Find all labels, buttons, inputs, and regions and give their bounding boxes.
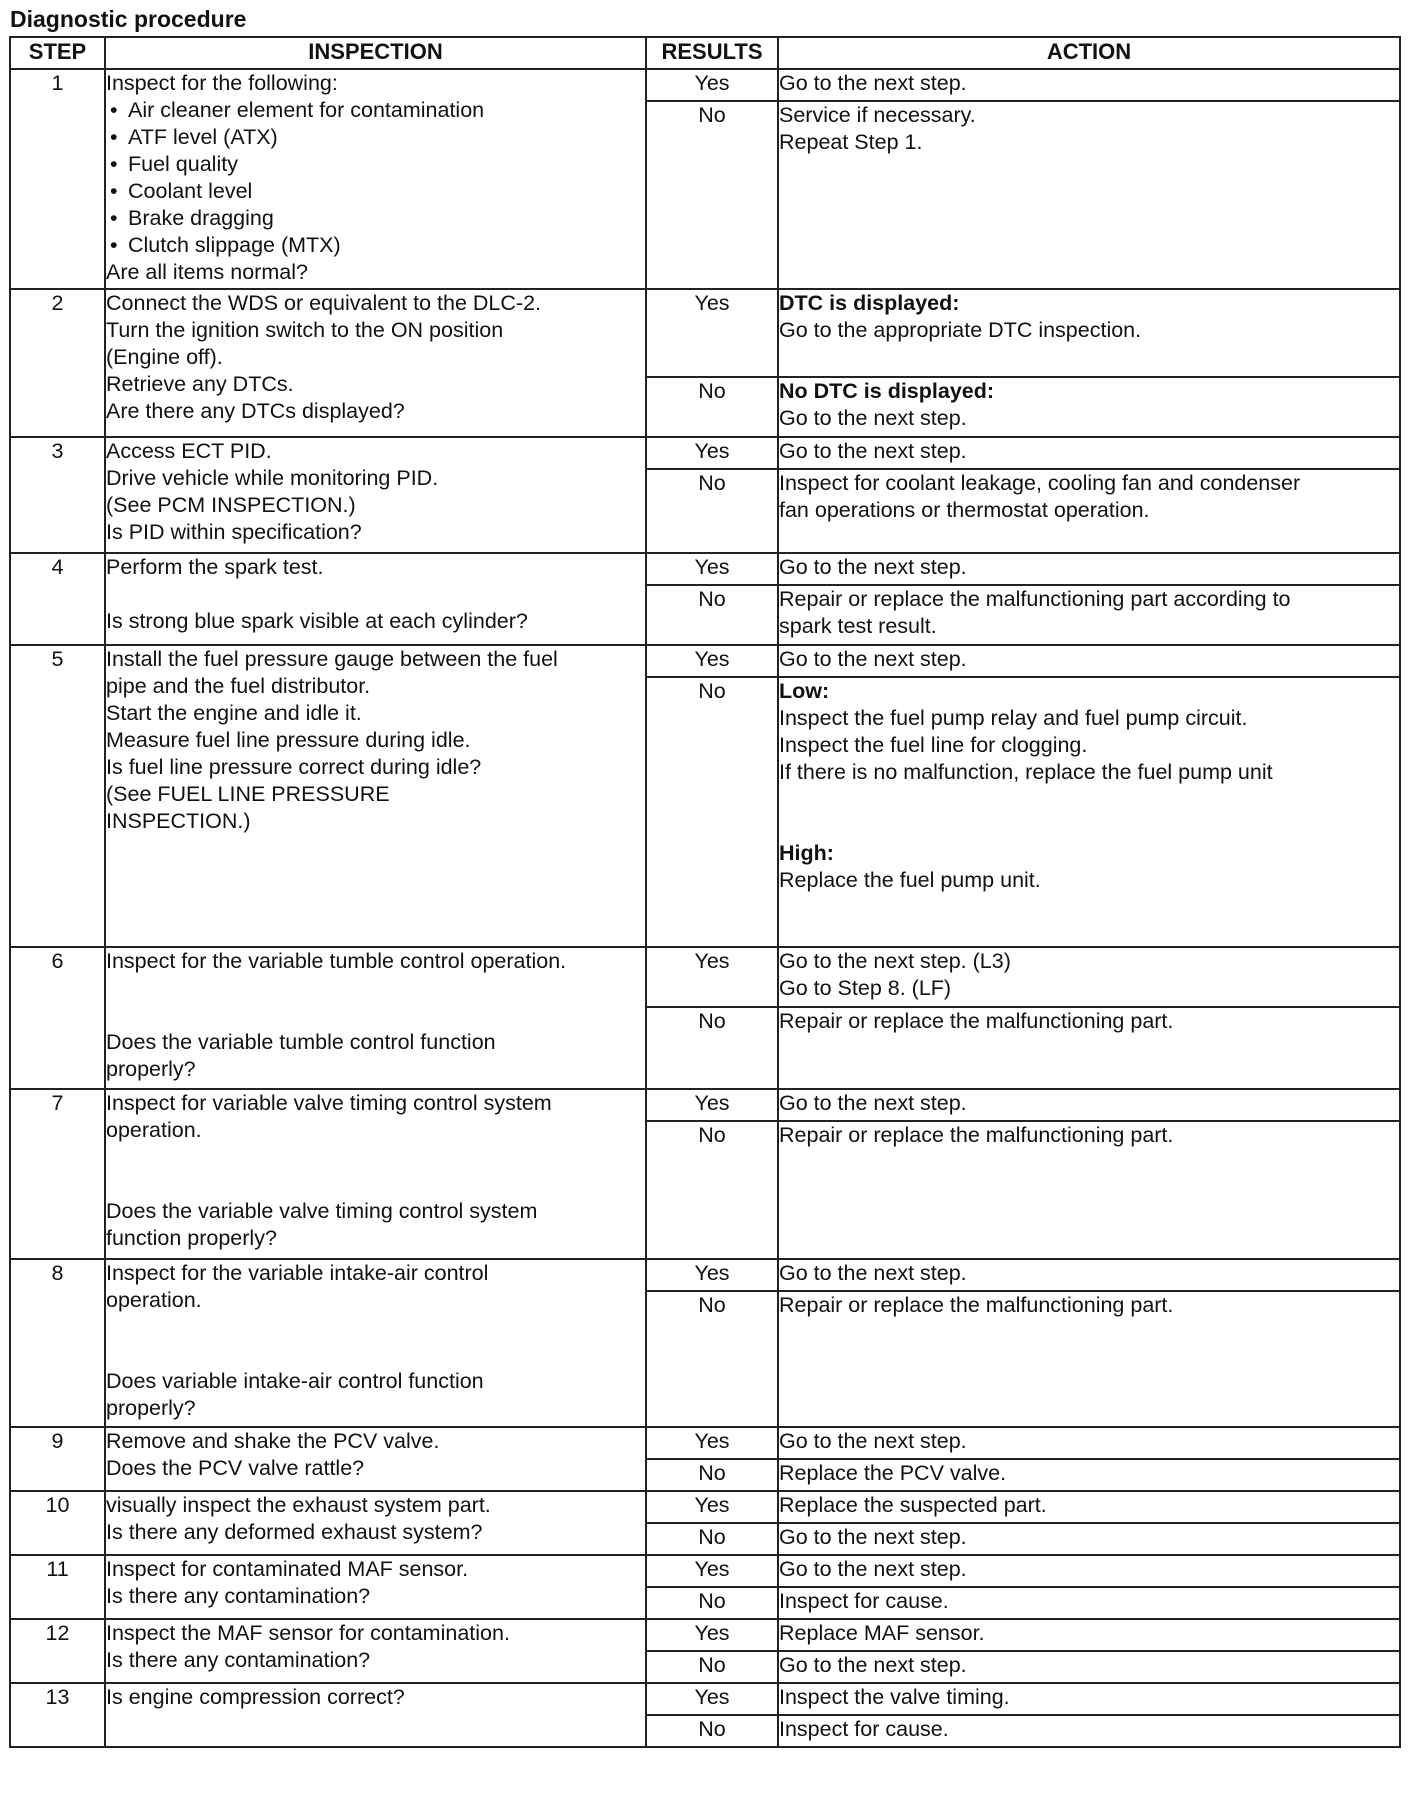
inspection-line: visually inspect the exhaust system part. (106, 1493, 491, 1517)
action-line: Inspect the fuel pump relay and fuel pump circuit. (779, 706, 1248, 730)
inspection-line: Is there any contamination? (106, 1584, 371, 1608)
action-line: Inspect for cause. (779, 1717, 949, 1741)
action-no (778, 469, 1400, 553)
result-no: No (646, 377, 778, 437)
step-7-yes-row (10, 1089, 1400, 1121)
step-inspection (105, 1491, 646, 1555)
action-yes (778, 1555, 1400, 1587)
action-line: Go to the next step. (779, 1091, 967, 1115)
inspection-line: Connect the WDS or equivalent to the DLC-2. (106, 291, 541, 315)
inspection-line: (See FUEL LINE PRESSURE (106, 782, 390, 806)
step-4-yes-row (10, 553, 1400, 585)
inspection-line: pipe and the fuel distributor. (106, 674, 371, 698)
result-yes: Yes (646, 1491, 778, 1523)
step-inspection (105, 1555, 646, 1619)
result-yes: Yes (646, 437, 778, 469)
inspection-line: (See PCM INSPECTION.) (106, 493, 356, 517)
inspection-line: INSPECTION.) (106, 809, 251, 833)
step-number: 11 (10, 1555, 105, 1619)
inspection-line: Perform the spark test. (106, 555, 324, 579)
step-inspection (105, 1089, 646, 1259)
inspection-line: Install the fuel pressure gauge between the fuel (106, 647, 558, 671)
result-yes: Yes (646, 1089, 778, 1121)
action-line: Go to the next step. (779, 1429, 967, 1453)
action-yes (778, 1491, 1400, 1523)
result-no: No (646, 1523, 778, 1555)
result-no: No (646, 1007, 778, 1089)
inspection-line: Does the variable tumble control function (106, 1030, 496, 1054)
action-line: Go to the next step. (779, 1653, 967, 1677)
step-inspection (105, 69, 646, 289)
action-no (778, 1121, 1400, 1259)
action-line: spark test result. (779, 614, 937, 638)
action-yes (778, 1089, 1400, 1121)
step-number: 6 (10, 947, 105, 1089)
action-no (778, 677, 1400, 947)
document-title: Diagnostic procedure (10, 6, 247, 32)
inspection-bullet: • Coolant level (106, 178, 645, 205)
result-yes: Yes (646, 1619, 778, 1651)
step-number: 2 (10, 289, 105, 437)
action-no (778, 1007, 1400, 1089)
action-yes (778, 1683, 1400, 1715)
result-no: No (646, 585, 778, 645)
action-no (778, 1715, 1400, 1747)
action-line: Go to the next step. (779, 1557, 967, 1581)
action-yes (778, 437, 1400, 469)
action-line: Go to the appropriate DTC inspection. (779, 318, 1142, 342)
action-line: Service if necessary. (779, 103, 976, 127)
step-12-yes-row (10, 1619, 1400, 1651)
inspection-line: Inspect for the variable intake-air control (106, 1261, 489, 1285)
inspection-line: Measure fuel line pressure during idle. (106, 728, 471, 752)
action-line: Inspect the fuel line for clogging. (779, 733, 1088, 757)
inspection-line: Remove and shake the PCV valve. (106, 1429, 440, 1453)
inspection-line: Is PID within specification? (106, 520, 362, 544)
step-number: 3 (10, 437, 105, 553)
spacer (106, 1314, 645, 1341)
inspection-line: Is there any deformed exhaust system? (106, 1520, 483, 1544)
inspection-bullet: • Clutch slippage (MTX) (106, 232, 645, 259)
result-yes: Yes (646, 947, 778, 1007)
inspection-line: Inspect for contaminated MAF sensor. (106, 1557, 469, 1581)
step-number: 13 (10, 1683, 105, 1747)
action-line: Repair or replace the malfunctioning part. (779, 1009, 1174, 1033)
action-yes (778, 289, 1400, 377)
header-action: ACTION (778, 37, 1400, 69)
action-yes (778, 1427, 1400, 1459)
action-line: Go to the next step. (779, 406, 967, 430)
result-no: No (646, 1291, 778, 1427)
action-heading: DTC is displayed: (779, 291, 960, 315)
step-13-yes-row (10, 1683, 1400, 1715)
step-1-yes-row (10, 69, 1400, 101)
inspection-bullet: • Air cleaner element for contamination (106, 97, 645, 124)
inspection-line: Does the variable valve timing control system (106, 1199, 538, 1223)
action-no (778, 1587, 1400, 1619)
step-number: 4 (10, 553, 105, 645)
action-line: Replace the PCV valve. (779, 1461, 1007, 1485)
action-no (778, 1523, 1400, 1555)
action-no (778, 101, 1400, 289)
step-9-yes-row (10, 1427, 1400, 1459)
inspection-line: Does the PCV valve rattle? (106, 1456, 365, 1480)
spacer (106, 1144, 645, 1171)
inspection-question: Are all items normal? (106, 260, 308, 284)
result-no: No (646, 1715, 778, 1747)
step-number: 1 (10, 69, 105, 289)
step-5-yes-row (10, 645, 1400, 677)
action-no (778, 1459, 1400, 1491)
action-line: Repair or replace the malfunctioning part. (779, 1293, 1174, 1317)
step-inspection (105, 1427, 646, 1491)
spacer (106, 1002, 645, 1029)
inspection-line: operation. (106, 1288, 202, 1312)
action-no (778, 377, 1400, 437)
inspection-line: Inspect for the variable tumble control operation. (106, 949, 567, 973)
inspection-line: Start the engine and idle it. (106, 701, 362, 725)
inspection-line: properly? (106, 1057, 196, 1081)
action-line: Inspect the valve timing. (779, 1685, 1010, 1709)
spacer (779, 813, 1399, 840)
inspection-line: Inspect the MAF sensor for contamination. (106, 1621, 510, 1645)
action-yes (778, 1259, 1400, 1291)
step-number: 8 (10, 1259, 105, 1427)
result-yes: Yes (646, 1259, 778, 1291)
action-yes (778, 553, 1400, 585)
step-number: 10 (10, 1491, 105, 1555)
result-no: No (646, 1587, 778, 1619)
action-line: Repeat Step 1. (779, 130, 923, 154)
action-line: Inspect for cause. (779, 1589, 949, 1613)
step-number: 9 (10, 1427, 105, 1491)
inspection-bullet: • Brake dragging (106, 205, 645, 232)
step-10-yes-row (10, 1491, 1400, 1523)
inspection-line: properly? (106, 1396, 196, 1420)
inspection-line: Is strong blue spark visible at each cylinder? (106, 609, 528, 633)
step-inspection (105, 947, 646, 1089)
inspection-line: Retrieve any DTCs. (106, 372, 294, 396)
action-line: Inspect for coolant leakage, cooling fan and condenser (779, 471, 1301, 495)
result-yes: Yes (646, 289, 778, 377)
action-heading-high: High: (779, 841, 834, 865)
spacer (106, 1171, 645, 1198)
inspection-line: Turn the ignition switch to the ON position (106, 318, 504, 342)
action-line: Go to the next step. (779, 1261, 967, 1285)
step-number: 5 (10, 645, 105, 947)
inspection-line: Access ECT PID. (106, 439, 272, 463)
step-number: 12 (10, 1619, 105, 1683)
action-line: Go to Step 8. (LF) (779, 976, 952, 1000)
action-line: Replace the fuel pump unit. (779, 868, 1041, 892)
inspection-bullet: • Fuel quality (106, 151, 645, 178)
step-inspection (105, 645, 646, 947)
step-8-yes-row (10, 1259, 1400, 1291)
action-yes (778, 1619, 1400, 1651)
action-yes (778, 947, 1400, 1007)
step-inspection (105, 553, 646, 645)
result-no: No (646, 1121, 778, 1259)
action-no (778, 1291, 1400, 1427)
step-number: 7 (10, 1089, 105, 1259)
diagnostic-table (9, 36, 1401, 1748)
result-yes: Yes (646, 1427, 778, 1459)
inspection-line: Inspect for variable valve timing control system (106, 1091, 552, 1115)
action-line: Go to the next step. (779, 1525, 967, 1549)
step-2-yes-row (10, 289, 1400, 377)
action-line: Go to the next step. (779, 71, 967, 95)
step-6-yes-row (10, 947, 1400, 1007)
action-yes (778, 645, 1400, 677)
result-yes: Yes (646, 69, 778, 101)
action-line: Go to the next step. (L3) (779, 949, 1011, 973)
header-step: STEP (10, 37, 105, 69)
header-inspection: INSPECTION (105, 37, 646, 69)
action-yes (778, 69, 1400, 101)
inspection-line: operation. (106, 1118, 202, 1142)
step-3-yes-row (10, 437, 1400, 469)
result-no: No (646, 101, 778, 289)
result-yes: Yes (646, 1555, 778, 1587)
action-line: Replace MAF sensor. (779, 1621, 985, 1645)
action-line: Go to the next step. (779, 439, 967, 463)
inspection-line: Is engine compression correct? (106, 1685, 405, 1709)
result-no: No (646, 677, 778, 947)
step-11-yes-row (10, 1555, 1400, 1587)
action-line: Go to the next step. (779, 647, 967, 671)
step-inspection (105, 1619, 646, 1683)
header-row (10, 37, 1400, 69)
action-no (778, 585, 1400, 645)
spacer (106, 1341, 645, 1368)
inspection-bullet: • ATF level (ATX) (106, 124, 645, 151)
spacer (106, 581, 645, 608)
action-line: Repair or replace the malfunctioning part according to (779, 587, 1291, 611)
result-no: No (646, 1459, 778, 1491)
inspection-line: Are there any DTCs displayed? (106, 399, 405, 423)
action-heading-low: Low: (779, 679, 830, 703)
inspection-line: Is fuel line pressure correct during idle? (106, 755, 482, 779)
result-no: No (646, 469, 778, 553)
inspection-line: Is there any contamination? (106, 1648, 371, 1672)
step-inspection (105, 1683, 646, 1747)
action-line: Go to the next step. (779, 555, 967, 579)
inspection-line: Does variable intake-air control function (106, 1369, 484, 1393)
result-yes: Yes (646, 645, 778, 677)
inspection-line: Inspect for the following: (106, 71, 338, 95)
header-results: RESULTS (646, 37, 778, 69)
result-yes: Yes (646, 553, 778, 585)
action-heading: No DTC is displayed: (779, 379, 995, 403)
step-inspection (105, 1259, 646, 1427)
spacer (106, 975, 645, 1002)
action-line: Replace the suspected part. (779, 1493, 1047, 1517)
result-no: No (646, 1651, 778, 1683)
step-inspection (105, 289, 646, 437)
action-line: fan operations or thermostat operation. (779, 498, 1150, 522)
step-inspection (105, 437, 646, 553)
inspection-line: function properly? (106, 1226, 277, 1250)
action-no (778, 1651, 1400, 1683)
inspection-line: Drive vehicle while monitoring PID. (106, 466, 439, 490)
inspection-line: (Engine off). (106, 345, 223, 369)
spacer (779, 786, 1399, 813)
result-yes: Yes (646, 1683, 778, 1715)
action-line: If there is no malfunction, replace the fuel pump unit (779, 760, 1273, 784)
action-line: Repair or replace the malfunctioning part. (779, 1123, 1174, 1147)
